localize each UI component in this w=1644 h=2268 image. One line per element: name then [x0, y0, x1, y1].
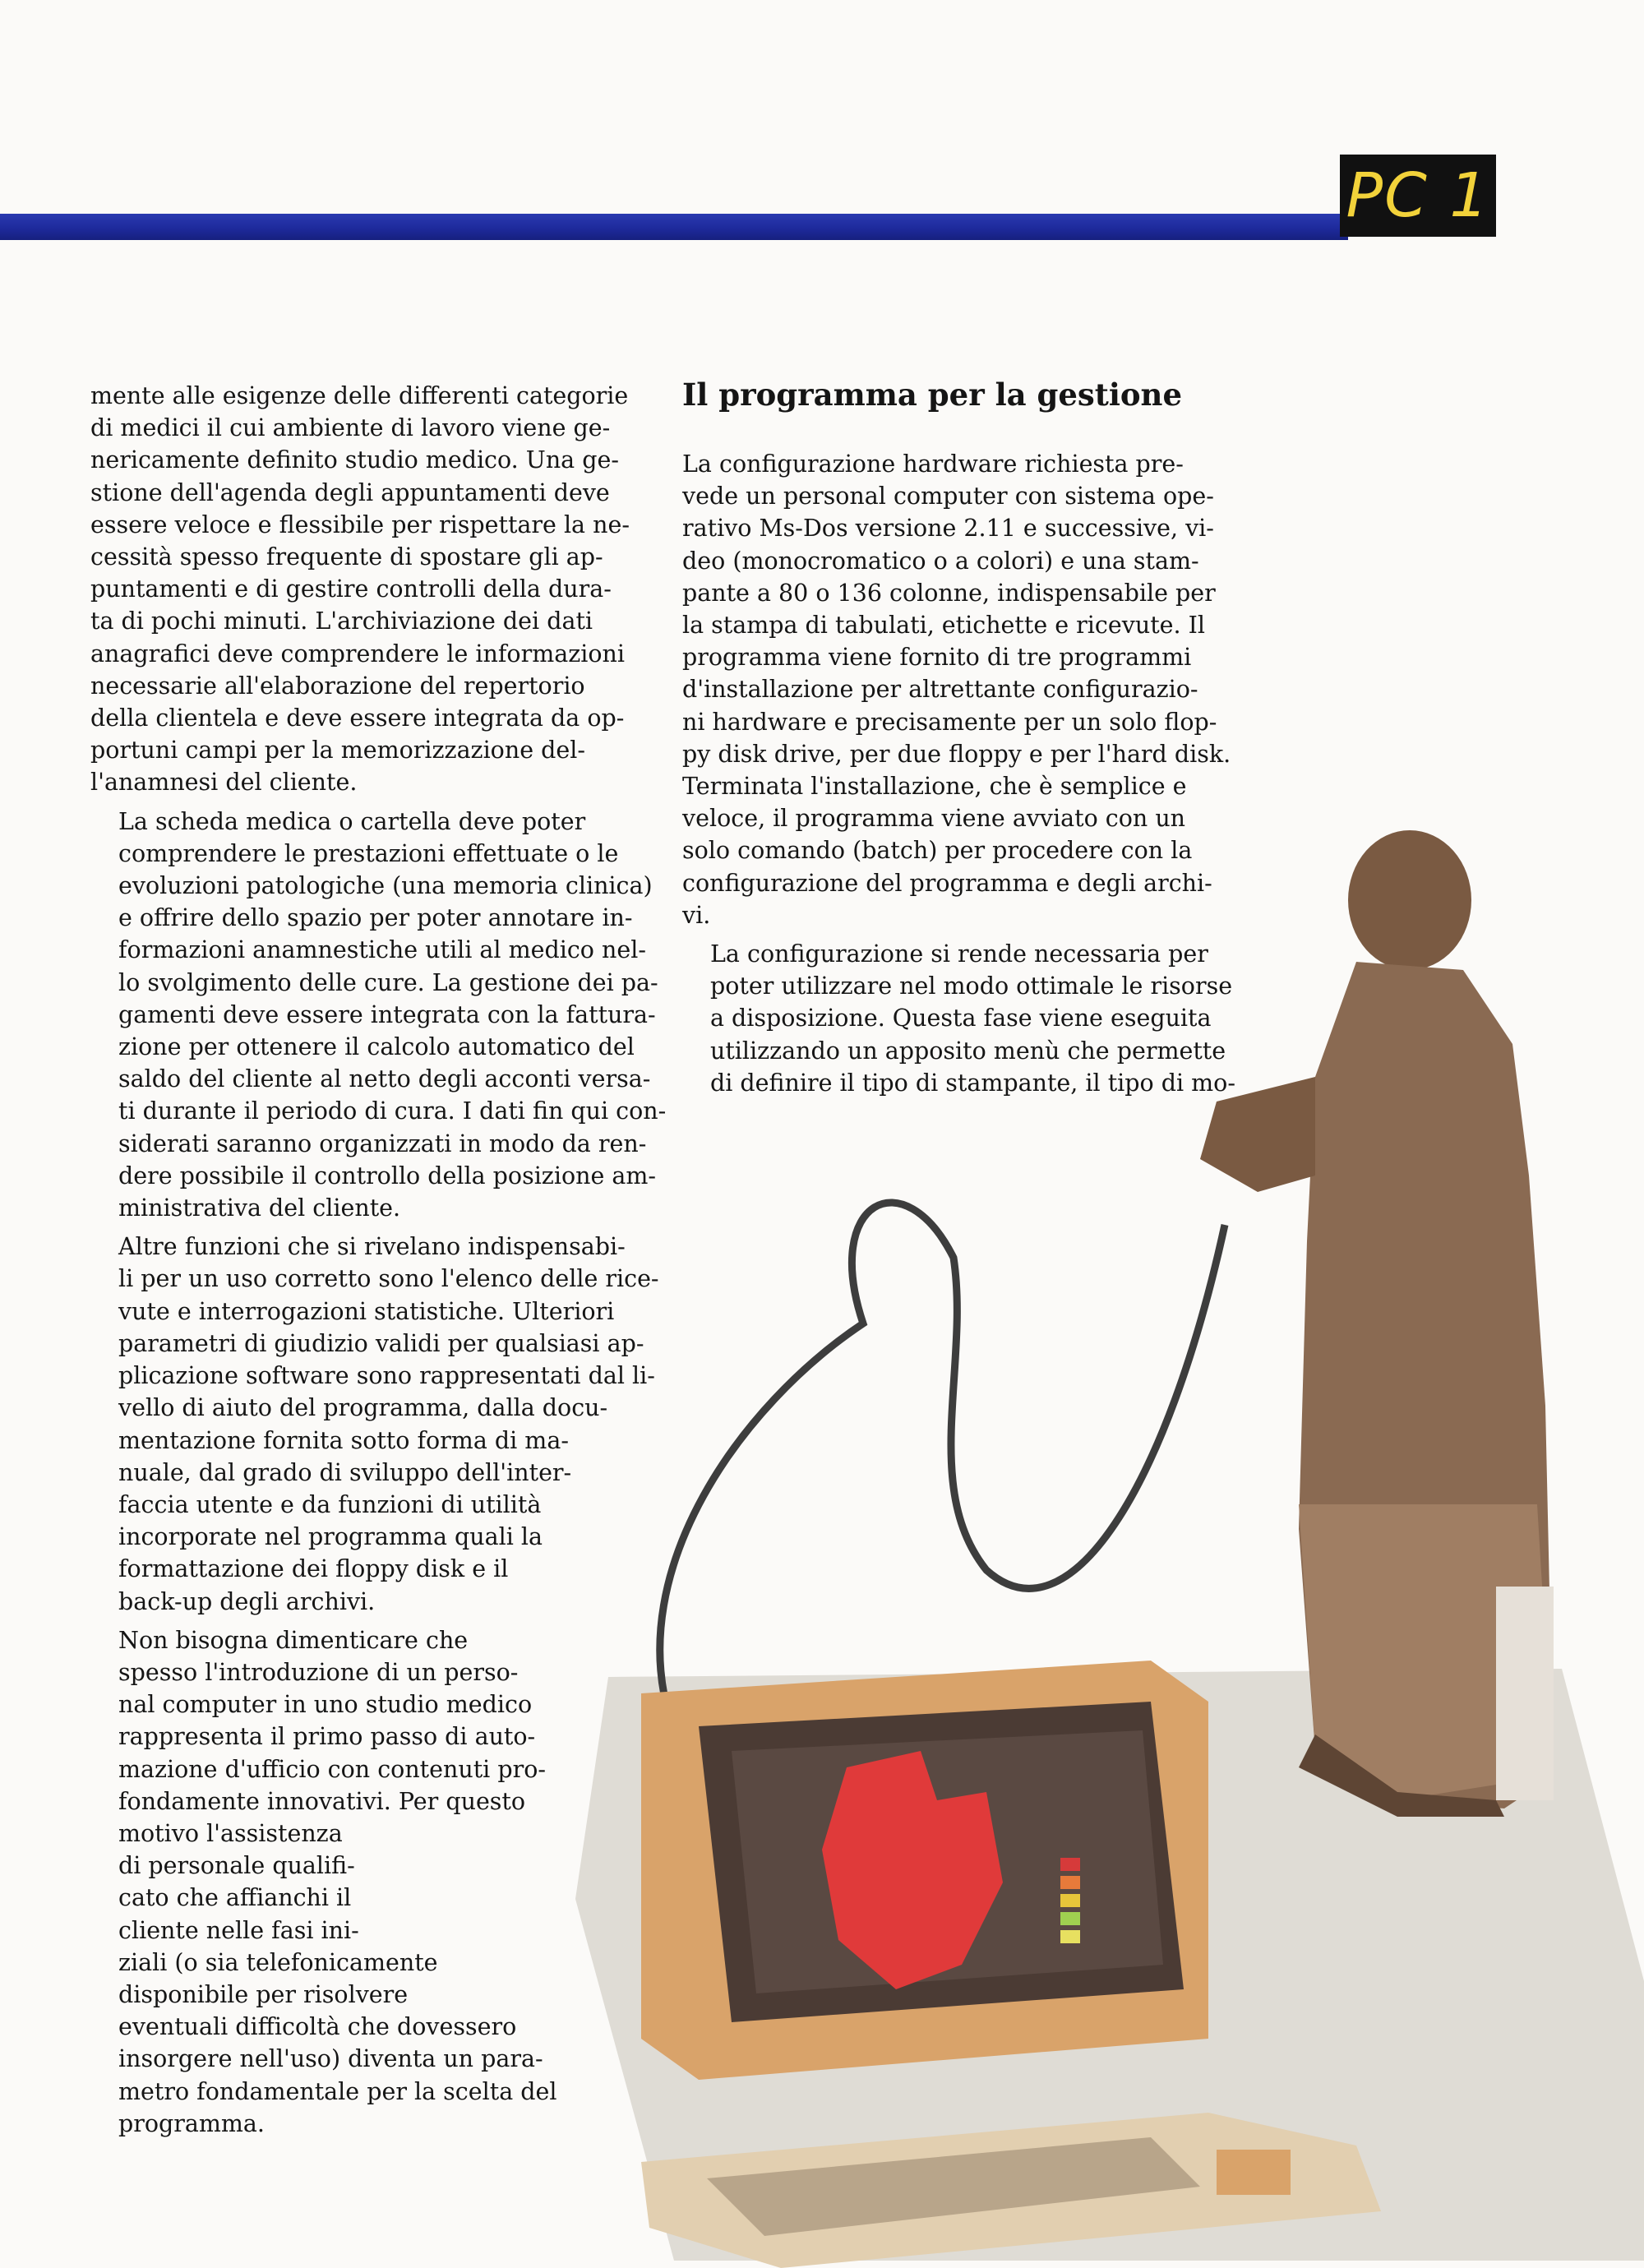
text-line: nericamente definito studio medico. Una ge-: [90, 446, 619, 474]
text-line: incorporate nel programma quali la: [118, 1523, 543, 1551]
text-line: mazione d'ufficio con contenuti pro-: [118, 1755, 546, 1783]
text-line: disponibile per risolvere: [118, 1980, 409, 2008]
text-line: d'installazione per altrettante configurazio-: [682, 676, 1198, 704]
text-line: nal computer in uno studio medico: [118, 1691, 533, 1719]
text-line: poter utilizzare nel modo ottimale le risorse: [710, 972, 1233, 1000]
text-line: ti durante il periodo di cura. I dati fin qui con-: [118, 1097, 667, 1125]
text-line: La configurazione hardware richiesta pre-: [682, 450, 1184, 478]
text-line: a disposizione. Questa fase viene eseguita: [710, 1005, 1212, 1032]
text-line: cato che affianchi il: [118, 1884, 352, 1912]
text-line: saldo del cliente al netto degli acconti versa-: [118, 1065, 651, 1093]
text-line: programma.: [118, 2109, 265, 2137]
text-line: di personale qualifi-: [118, 1852, 355, 1880]
text-line: siderati saranno organizzati in modo da ren-: [118, 1129, 647, 1157]
text-line: cliente nelle fasi ini-: [118, 1916, 359, 1944]
text-line: deo (monocromatico o a colori) e una stam-: [682, 547, 1199, 575]
text-line: configurazione del programma e degli archi-: [682, 869, 1212, 897]
text-line: vute e interrogazioni statistiche. Ulteriori: [118, 1297, 615, 1325]
text-line: solo comando (batch) per procedere con la: [682, 837, 1193, 865]
text-line: ni hardware e precisamente per un solo flop-: [682, 708, 1217, 736]
text-line: vi.: [682, 901, 711, 929]
text-line: ta di pochi minuti. L'archiviazione dei dati: [90, 607, 593, 635]
text-line: Non bisogna dimenticare che: [118, 1626, 469, 1654]
section-badge: PC 1: [1340, 155, 1496, 237]
text-line: vede un personal computer con sistema ope-: [682, 483, 1214, 510]
text-line: programma viene fornito di tre programmi: [682, 644, 1192, 672]
text-line: e offrire dello spazio per poter annotare in-: [118, 904, 633, 932]
text-line: stione dell'agenda degli appuntamenti deve: [90, 478, 610, 506]
text-line: spesso l'introduzione di un perso-: [118, 1658, 519, 1686]
text-line: eventuali difficoltà che dovessero: [118, 2013, 517, 2041]
text-line: formazioni anamnestiche utili al medico nel-: [118, 936, 646, 964]
text-line: faccia utente e da funzioni di utilità: [118, 1490, 542, 1518]
text-line: di medici il cui ambiente di lavoro viene ge-: [90, 414, 611, 442]
text-line: gamenti deve essere integrata con la fattura-: [118, 1000, 656, 1028]
text-line: li per un uso corretto sono l'elenco delle rice-: [118, 1265, 659, 1293]
text-line: insorgere nell'uso) diventa un para-: [118, 2045, 543, 2073]
text-line: dere possibile il controllo della posizione am-: [118, 1162, 657, 1189]
text-line: anagrafici deve comprendere le informazioni: [90, 640, 625, 667]
text-line: essere veloce e flessibile per rispettare la ne-: [90, 510, 630, 538]
text-line: metro fondamentale per la scelta del: [118, 2077, 557, 2105]
header-blue-bar: [0, 214, 1348, 240]
section-heading: Il programma per la gestione: [682, 376, 1182, 413]
stethoscope-cable: [660, 1203, 1225, 1718]
text-line: della clientela e deve essere integrata da op-: [90, 704, 625, 732]
text-line: utilizzando un apposito menù che permette: [710, 1037, 1226, 1065]
doctor-computer-illustration: [575, 830, 1644, 2268]
text-line: mente alle esigenze delle differenti categorie: [90, 382, 629, 409]
text-line: La scheda medica o cartella deve poter: [118, 807, 586, 835]
text-line: mentazione fornita sotto forma di ma-: [118, 1426, 569, 1454]
text-line: cessità spesso frequente di spostare gli ap-: [90, 543, 603, 571]
text-line: puntamenti e di gestire controlli della dura-: [90, 575, 612, 603]
text-line: di definire il tipo di stampante, il tipo di mo-: [710, 1069, 1235, 1097]
text-line: py disk drive, per due floppy e per l'hard disk.: [682, 740, 1231, 768]
text-line: vello di aiuto del programma, dalla docu-: [118, 1394, 608, 1422]
text-line: fondamente innovativi. Per questo: [118, 1787, 526, 1815]
text-line: ziali (o sia telefonicamente: [118, 1948, 438, 1976]
text-line: necessarie all'elaborazione del repertorio: [90, 672, 585, 700]
doctor-figure: [1200, 830, 1554, 1817]
text-line: formattazione dei floppy disk e il: [118, 1555, 509, 1583]
text-line: plicazione software sono rappresentati dal li-: [118, 1362, 655, 1390]
text-line: ministrativa del cliente.: [118, 1194, 401, 1222]
text-line: lo svolgimento delle cure. La gestione dei pa-: [118, 968, 658, 996]
text-line: La configurazione si rende necessaria per: [710, 940, 1208, 968]
paragraph: [90, 380, 666, 799]
text-line: evoluzioni patologiche (una memoria clinica): [118, 872, 653, 900]
text-line: Altre funzioni che si rivelano indispensabi-: [118, 1233, 626, 1261]
text-line: rativo Ms-Dos versione 2.11 e successive, vi-: [682, 515, 1214, 543]
text-line: portuni campi per la memorizzazione del-: [90, 737, 585, 764]
text-line: zione per ottenere il calcolo automatico del: [118, 1033, 635, 1061]
text-line: comprendere le prestazioni effettuate o le: [118, 839, 619, 867]
text-line: l'anamnesi del cliente.: [90, 769, 358, 797]
text-line: nuale, dal grado di sviluppo dell'inter-: [118, 1458, 572, 1486]
text-line: la stampa di tabulati, etichette e ricevute. Il: [682, 612, 1206, 640]
monitor: [641, 1661, 1208, 2080]
text-line: Terminata l'installazione, che è semplice e: [682, 773, 1187, 801]
text-line: rappresenta il primo passo di auto-: [118, 1723, 536, 1751]
text-line: pante a 80 o 136 colonne, indispensabile per: [682, 579, 1216, 607]
text-line: veloce, il programma viene avviato con un: [682, 805, 1186, 833]
text-line: back-up degli archivi.: [118, 1587, 376, 1615]
text-line: parametri di giudizio validi per qualsiasi ap-: [118, 1329, 644, 1357]
text-line: motivo l'assistenza: [118, 1819, 343, 1847]
